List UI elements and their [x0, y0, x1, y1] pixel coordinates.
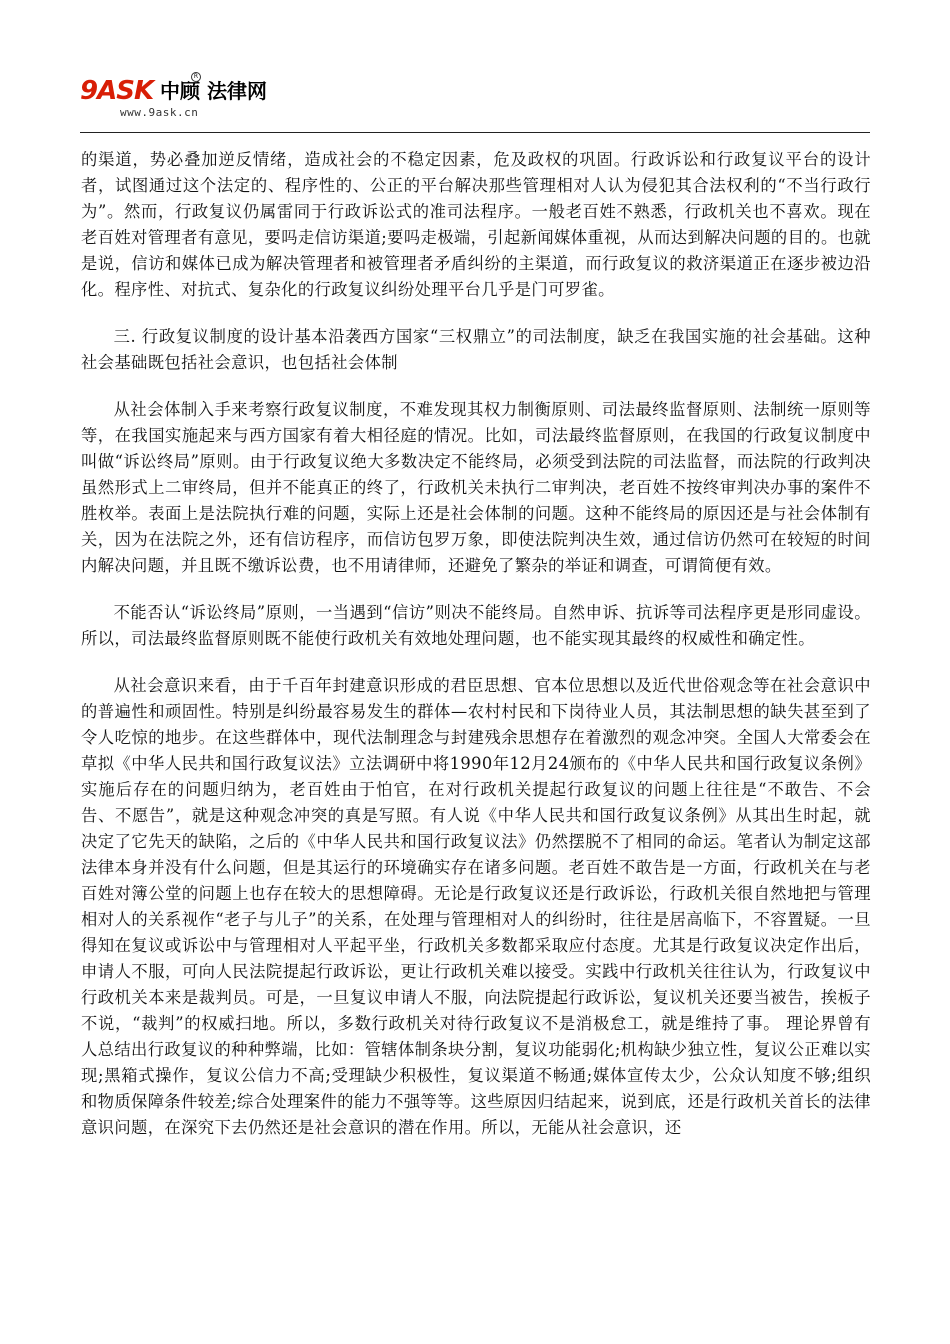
paragraph-3: 从社会体制入手来考察行政复议制度，不难发现其权力制衡原则、司法最终监督原则、法制统一原则等等，在我国实施起来与西方国家有着大相径庭的情况。比如，司法最终监督原则，在我国的行政复议制度中叫做“诉讼终局”原则。由于行政复议绝大多数决定不能终局，必须受到法院的司法监督，而法院的行政判决虽然形式上二审终局，但并不能真正的终了，行政机关未执行二审判决，老百姓不按终审判决办事的案件不胜枚举。表面上是法院执行难的问题，实际上还是社会体制的问题。这种不能终局的原因还是与社会体制有关，因为在法院之外，还有信访程序，而信访包罗万象，即使法院判决生效，通过信访仍然可在较短的时间内解决问题，并且既不缴诉讼费，也不用请律师，还避免了繁杂的举证和调查，可谓简便有效。: [81, 400, 871, 575]
paragraph-1: 的渠道，势必叠加逆反情绪，造成社会的不稳定因素，危及政权的巩固。行政诉讼和行政复议平台的设计者，试图通过这个法定的、程序性的、公正的平台解决那些管理相对人认为侵犯其合法权利的“不当行政行为”。然而，行政复议仍属雷同于行政诉讼式的准司法程序。一般老百姓不熟悉，行政机关也不喜欢。现在老百姓对管理者有意见，要吗走信访渠道;要吗走极端，引起新闻媒体重视，从而达到解决问题的目的。也就是说，信访和媒体已成为解决管理者和被管理者矛盾纠纷的主渠道，而行政复议的救济渠道正在逐步被边沿化。程序性、对抗式、复杂化的行政复议纠纷处理平台几乎是门可罗雀。: [81, 150, 871, 299]
logo-ask: ASK: [97, 76, 154, 106]
logo-mark: [80, 76, 153, 106]
logo-site-name: 中顾 法律网: [160, 79, 267, 103]
document-body: [81, 147, 871, 1162]
site-logo[interactable]: [80, 73, 340, 122]
logo-nine: 9: [80, 76, 98, 106]
header-divider: [80, 132, 870, 133]
page-header: [80, 70, 870, 130]
section-heading-3: 三. 行政复议制度的设计基本沿袭西方国家“三权鼎立”的司法制度，缺乏在我国实施的社会基础。这种社会基础既包括社会意识，也包括社会体制: [81, 327, 871, 372]
registered-mark-icon: R: [191, 72, 201, 82]
paragraph-4: 不能否认“诉讼终局”原则，一当遇到“信访”则决不能终局。自然申诉、抗诉等司法程序更是形同虚设。所以，司法最终监督原则既不能使行政机关有效地处理问题，也不能实现其最终的权威性和确定性。: [81, 603, 871, 648]
logo-url: www.9ask.cn: [120, 106, 199, 119]
paragraph-5: 从社会意识来看，由于千百年封建意识形成的君臣思想、官本位思想以及近代世俗观念等在社会意识中的普遍性和顽固性。特别是纠纷最容易发生的群体—农村村民和下岗待业人员，其法制思想的缺失甚至到了令人吃惊的地步。在这些群体中，现代法制理念与封建残余思想存在着激烈的观念冲突。全国人大常委会在草拟《中华人民共和国行政复议法》立法调研中将1990年12月24颁布的《中华人民共和国行政复议条例》实施后存在的问题归纳为，老百姓由于怕官，在对行政机关提起行政复议的问题上往往是“不敢告、不会告、不愿告”，就是这种观念冲突的真是写照。有人说《中华人民共和国行政复议条例》从其出生时起，就决定了它先天的缺陷，之后的《中华人民共和国行政复议法》仍然摆脱不了相同的命运。笔者认为制定这部法律本身并没有什么问题，但是其运行的环境确实存在诸多问题。老百姓不敢告是一方面，行政机关在与老百姓对簿公堂的问题上也存在较大的思想障碍。无论是行政复议还是行政诉讼，行政机关很自然地把与管理相对人的关系视作“老子与儿子”的关系，在处理与管理相对人的纠纷时，往往是居高临下，不容置疑。一旦得知在复议或诉讼中与管理相对人平起平坐，行政机关多数都采取应付态度。尤其是行政复议决定作出后，申请人不服，可向人民法院提起行政诉讼，更让行政机关难以接受。实践中行政机关往往认为，行政复议中行政机关本来是裁判员。可是，一旦复议申请人不服，向法院提起行政诉讼，复议机关还要当被告，挨板子不说，“裁判”的权威扫地。所以，多数行政机关对待行政复议不是消极怠工，就是维持了事。 理论界曾有人总结出行政复议的种种弊端，比如：管辖体制条块分割，复议功能弱化;机构缺少独立性，复议公正难以实现;黑箱式操作，复议公信力不高;受理缺少积极性，复议渠道不畅通;媒体宣传太少，公众认知度不够;组织和物质保障条件较差;综合处理案件的能力不强等等。这些原因归结起来，说到底，还是行政机关首长的法律意识问题，在深究下去仍然还是社会意识的潜在作用。所以，无能从社会意识，还: [81, 676, 871, 1137]
